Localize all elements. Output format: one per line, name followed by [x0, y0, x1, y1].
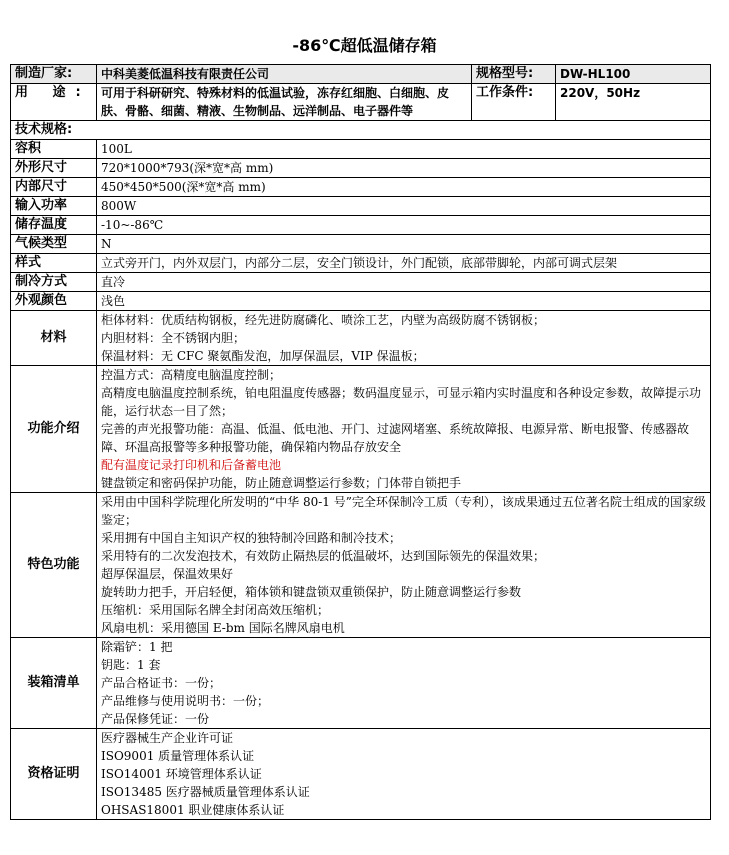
spec-row	[11, 140, 711, 159]
features-line: 采用拥有中国自主知识产权的独特制冷回路和制冷技术；	[101, 531, 402, 545]
functions-row	[11, 366, 711, 493]
spec-label: 制冷方式	[11, 273, 97, 292]
packing-label: 装箱清单	[11, 638, 97, 729]
packing-line: 产品保修凭证：一份	[101, 712, 210, 726]
functions-label: 功能介绍	[11, 366, 97, 493]
features-content	[97, 493, 711, 638]
spec-value: 800W	[97, 197, 711, 216]
spec-table	[10, 64, 711, 820]
functions-line-highlight: 配有温度记录打印机和后备蓄电池	[101, 458, 282, 472]
spec-label: 容积	[11, 140, 97, 159]
manufacturer-value: 中科美菱低温科技有限责任公司	[97, 65, 472, 84]
spec-row	[11, 292, 711, 311]
functions-line: 高精度电脑温度控制系统，铂电阻温度传感器；数码温度显示，可显示箱内实时温度和各种设定参数，故障提示功能，运行状态一目了然；	[101, 386, 702, 418]
conditions-label: 工作条件:	[472, 84, 556, 121]
materials-content	[97, 311, 711, 366]
certs-line: OHSAS18001 职业健康体系认证	[101, 803, 285, 817]
certs-line: ISO14001 环境管理体系认证	[101, 767, 262, 781]
spec-value: -10~-86℃	[97, 216, 711, 235]
features-line: 压缩机：采用国际名牌全封闭高效压缩机；	[101, 603, 330, 617]
features-row	[11, 493, 711, 638]
packing-line: 产品合格证书：一份；	[101, 676, 222, 690]
usage-label: 用 途:	[11, 84, 97, 121]
spec-row	[11, 216, 711, 235]
spec-label: 输入功率	[11, 197, 97, 216]
features-line: 采用特有的二次发泡技术，有效防止隔热层的低温破坏，达到国际领先的保温效果；	[101, 549, 546, 563]
functions-content	[97, 366, 711, 493]
spec-value: N	[97, 235, 711, 254]
spec-value: 100L	[97, 140, 711, 159]
materials-line: 保温材料：无 CFC 聚氨酯发泡，加厚保温层，VIP 保温板；	[101, 349, 425, 363]
spec-row	[11, 159, 711, 178]
spec-label: 内部尺寸	[11, 178, 97, 197]
materials-row	[11, 311, 711, 366]
features-line: 风扇电机：采用德国 E-bm 国际名牌风扇电机	[101, 621, 345, 635]
materials-line: 内胆材料：全不锈钢内胆；	[101, 331, 246, 345]
spec-row	[11, 254, 711, 273]
certs-line: ISO9001 质量管理体系认证	[101, 749, 255, 763]
spec-label: 储存温度	[11, 216, 97, 235]
functions-line: 完善的声光报警功能：高温、低温、低电池、开门、过滤网堵塞、系统故障报、电源异常、断电报警、传感器故障、环温高报警等多种报警功能，确保箱内物品存放安全	[101, 422, 690, 454]
certs-content	[97, 729, 711, 820]
certs-label: 资格证明	[11, 729, 97, 820]
packing-content	[97, 638, 711, 729]
spec-value: 立式旁开门，内外双层门，内部分二层，安全门锁设计，外门配锁，底部带脚轮，内部可调式层架	[97, 254, 711, 273]
spec-value: 720*1000*793(深*宽*高 mm)	[97, 159, 711, 178]
spec-value: 浅色	[97, 292, 711, 311]
certs-line: ISO13485 医疗器械质量管理体系认证	[101, 785, 310, 799]
usage-row	[11, 84, 711, 121]
features-line: 采用由中国科学院理化所发明的“中华 80-1 号”完全环保制冷工质（专利），该成果通过五位著名院士组成的国家级鉴定；	[101, 495, 706, 527]
spec-row	[11, 178, 711, 197]
features-line: 旋转助力把手，开启轻便，箱体锁和键盘锁双重锁保护，防止随意调整运行参数	[101, 585, 522, 599]
certs-row	[11, 729, 711, 820]
materials-label: 材料	[11, 311, 97, 366]
packing-line: 产品维修与使用说明书：一份；	[101, 694, 270, 708]
functions-line: 键盘锁定和密码保护功能，防止随意调整运行参数；门体带自锁把手	[101, 476, 462, 490]
usage-value: 可用于科研研究、特殊材料的低温试验，冻存红细胞、白细胞、皮肤、骨骼、细菌、精液、生物制品、远洋制品、电子器件等	[97, 84, 472, 121]
features-line: 超厚保温层，保温效果好	[101, 567, 234, 581]
spec-row	[11, 235, 711, 254]
packing-line: 钥匙：1 套	[101, 658, 161, 672]
packing-line: 除霜铲：1 把	[101, 640, 173, 654]
spec-label: 外观颜色	[11, 292, 97, 311]
spec-label: 气候类型	[11, 235, 97, 254]
tech-spec-heading: 技术规格:	[11, 121, 711, 140]
functions-line: 控温方式：高精度电脑温度控制；	[101, 368, 282, 382]
conditions-value: 220V，50Hz	[556, 84, 711, 121]
page-title: -86℃超低温储存箱	[292, 36, 437, 55]
spec-value: 直冷	[97, 273, 711, 292]
tech-spec-heading-row	[11, 121, 711, 140]
model-value: DW-HL100	[556, 65, 711, 84]
model-label: 规格型号:	[472, 65, 556, 84]
spec-row	[11, 197, 711, 216]
manufacturer-label: 制造厂家:	[11, 65, 97, 84]
packing-row	[11, 638, 711, 729]
materials-line: 柜体材料：优质结构钢板，经先进防腐磷化、喷涂工艺，内壁为高级防腐不锈钢板；	[101, 313, 546, 327]
features-label: 特色功能	[11, 493, 97, 638]
spec-label: 样式	[11, 254, 97, 273]
spec-label: 外形尺寸	[11, 159, 97, 178]
spec-value: 450*450*500(深*宽*高 mm)	[97, 178, 711, 197]
certs-line: 医疗器械生产企业许可证	[101, 731, 234, 745]
manufacturer-row	[11, 65, 711, 84]
spec-row	[11, 273, 711, 292]
